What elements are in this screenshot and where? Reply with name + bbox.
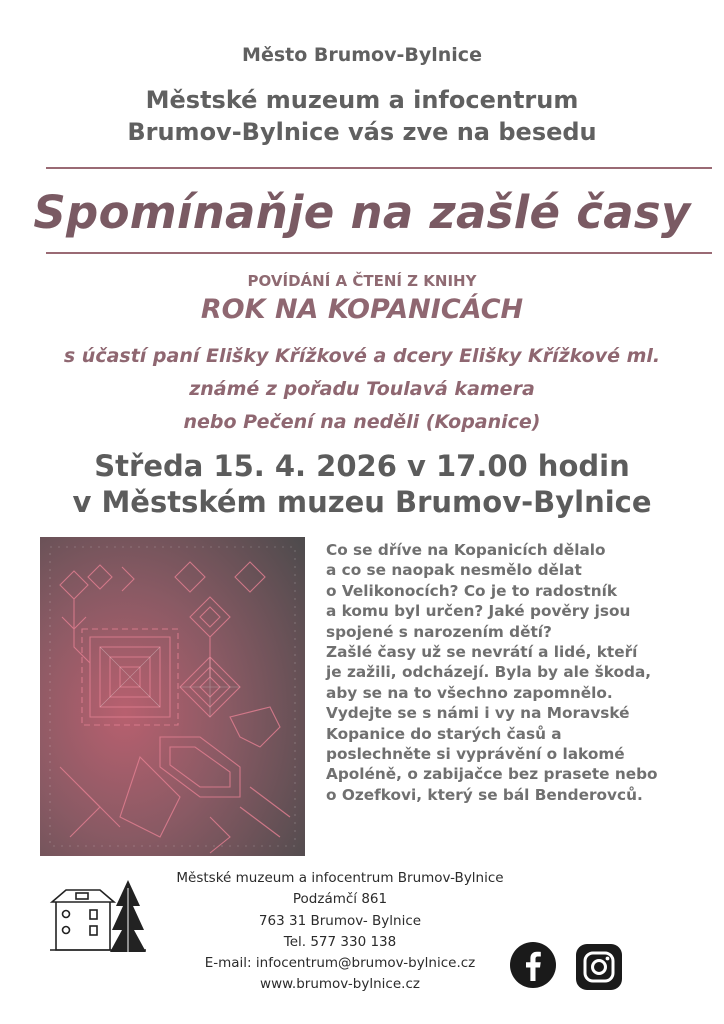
- description-line: poslechněte si vyprávění o lakomé: [326, 745, 625, 764]
- folk-embroidery-image: [40, 537, 305, 856]
- title-rule-bottom: [46, 252, 712, 254]
- town-name: Město Brumov-Bylnice: [242, 44, 482, 66]
- museum-house-logo: [48, 880, 148, 958]
- guests-info: [0, 340, 724, 439]
- contact-street: Podzámčí 861: [292, 891, 388, 908]
- contact-phone: Tel. 577 330 138: [283, 933, 397, 950]
- description-line: o Ozefkovi, který se bál Benderovců.: [326, 785, 643, 804]
- description-line: Vydejte se s námi i vy na Moravské: [326, 704, 630, 723]
- instagram-icon[interactable]: [575, 943, 623, 991]
- facebook-icon[interactable]: [509, 941, 557, 989]
- event-date-place: [0, 448, 724, 520]
- description-line: aby se na to všechno zapomnělo.: [326, 683, 613, 702]
- event-title: Spomínaňje na zašlé časy: [33, 186, 691, 239]
- description-line: Zašlé časy už se nevrátí a lidé, kteří: [326, 643, 638, 662]
- event-place: v Městském muzeu Brumov-Bylnice: [72, 485, 652, 519]
- contact-block: [150, 868, 530, 996]
- event-description: [326, 540, 718, 805]
- event-date: Středa 15. 4. 2026 v 17.00 hodin: [94, 449, 630, 483]
- contact-city: 763 31 Brumov- Bylnice: [258, 912, 422, 929]
- guests-line-1: s účastí paní Elišky Křížkové a dcery Elišky Křížkové ml.: [63, 345, 661, 367]
- contact-web-link[interactable]: www.brumov-bylnice.cz: [260, 976, 420, 993]
- museum-line-2: Brumov-Bylnice vás zve na besedu: [127, 118, 597, 146]
- event-kicker: POVÍDÁNÍ A ČTENÍ Z KNIHY: [247, 272, 477, 290]
- description-line: Co se dříve na Kopanicích dělalo: [326, 541, 606, 559]
- description-line: Kopanice do starých časů a: [326, 724, 562, 743]
- contact-org: Městské muzeum a infocentrum Brumov-Bylnice: [176, 870, 504, 886]
- museum-invitation: [0, 84, 724, 148]
- guests-line-2: známé z pořadu Toulavá kamera: [189, 378, 535, 400]
- guests-line-3: nebo Pečení na neděli (Kopanice): [183, 411, 541, 433]
- contact-email[interactable]: E-mail: infocentrum@brumov-bylnice.cz: [204, 955, 476, 972]
- title-rule-top: [46, 167, 712, 169]
- book-title: ROK NA KOPANICÁCH: [200, 294, 524, 325]
- description-line: a co se naopak nesmělo dělat: [326, 561, 582, 580]
- description-line: Apoléně, o zabijačce bez prasete nebo: [326, 765, 658, 784]
- description-line: a komu byl určen? Jaké pověry jsou: [326, 602, 631, 621]
- description-line: spojené s narozením dětí?: [326, 622, 552, 641]
- description-line: o Velikonocích? Co je to radostník: [326, 581, 618, 600]
- museum-line-1: Městské muzeum a infocentrum: [145, 86, 579, 114]
- description-line: je zažili, odcházejí. Byla by ale škoda,: [326, 663, 652, 682]
